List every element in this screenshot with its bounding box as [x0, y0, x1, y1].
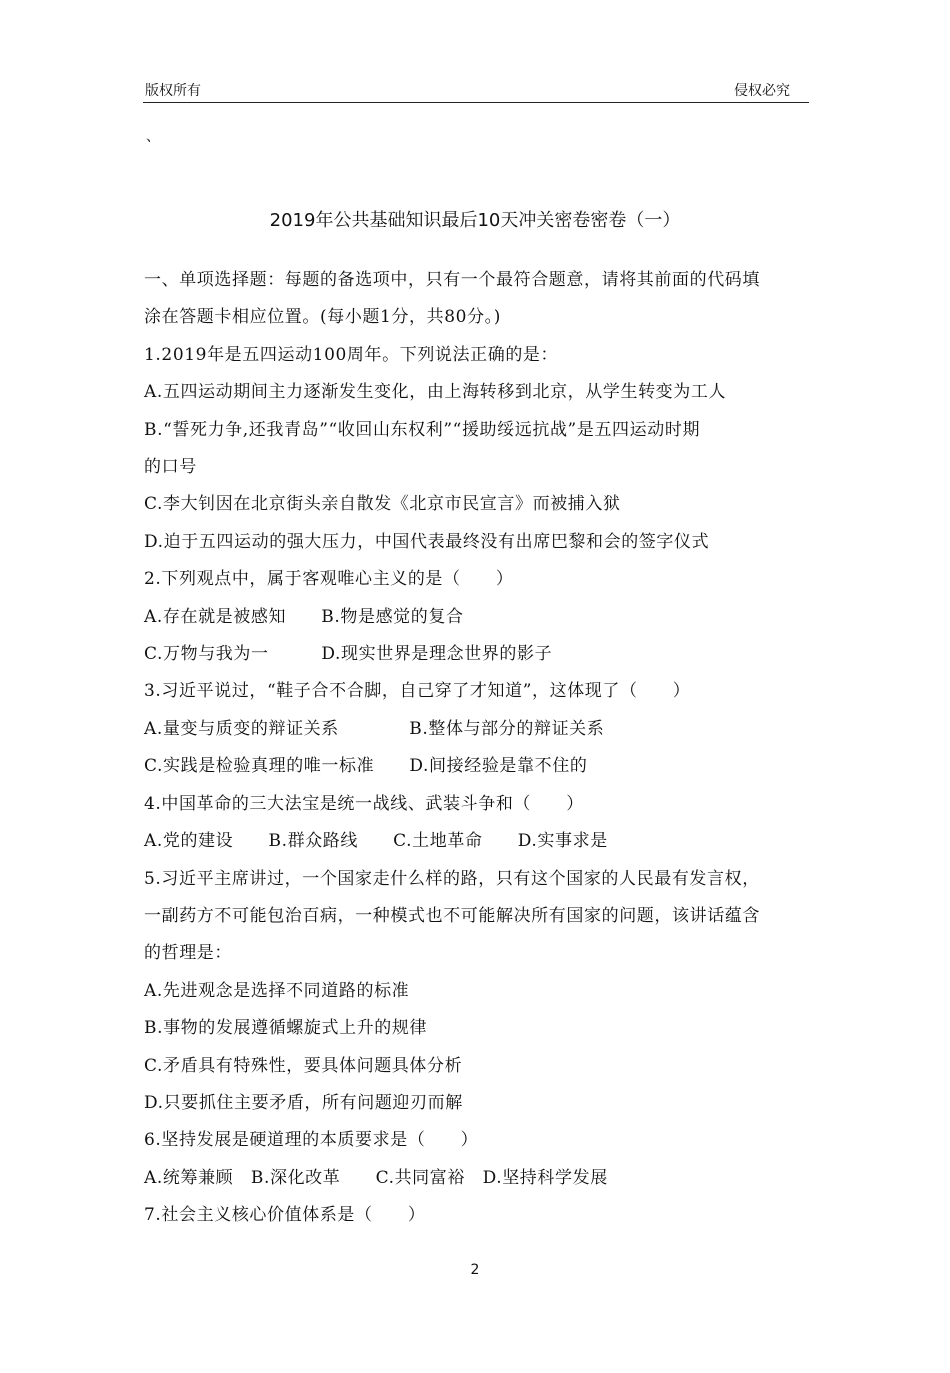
option-line: A.五四运动期间主力逐渐发生变化，由上海转移到北京，从学生转变为工人 — [144, 382, 727, 403]
question-line: 7.社会主义核心价值体系是（ ） — [144, 1205, 426, 1226]
option-line: A.量变与质变的辩证关系 B.整体与部分的辩证关系 — [144, 718, 605, 739]
document-body — [144, 262, 814, 1235]
question-line: 4.中国革命的三大法宝是统一战线、武装斗争和（ ） — [144, 793, 584, 814]
option-line: D.迫于五四运动的强大压力，中国代表最终没有出席巴黎和会的签字仪式 — [144, 531, 710, 552]
option-line: A.存在就是被感知 B.物是感觉的复合 — [144, 606, 464, 627]
question-line: 一副药方不可能包治百病，一种模式也不可能解决所有国家的问题，该讲话蕴含 — [144, 905, 760, 926]
option-line: C.李大钊因在北京街头亲自散发《北京市民宣言》而被捕入狱 — [144, 494, 621, 515]
option-line: C.实践是检验真理的唯一标准 D.间接经验是靠不住的 — [144, 756, 588, 777]
option-line: C.万物与我为一 D.现实世界是理念世界的影子 — [144, 644, 553, 665]
page-number: 2 — [470, 1262, 480, 1278]
option-line: B.“誓死力争,还我青岛”“收回山东权利”“援助绥远抗战”是五四运动时期 — [144, 419, 701, 440]
header-divider — [143, 102, 809, 103]
option-line: A.先进观念是选择不同道路的标准 — [144, 980, 410, 1001]
stray-mark: 、 — [146, 129, 160, 145]
option-line: 的口号 — [144, 457, 197, 478]
question-line: 6.坚持发展是硬道理的本质要求是（ ） — [144, 1130, 479, 1151]
option-line: B.事物的发展遵循螺旋式上升的规律 — [144, 1018, 428, 1039]
option-line: D.只要抓住主要矛盾，所有问题迎刃而解 — [144, 1092, 463, 1113]
text-line: 涂在答题卡相应位置。(每小题1分，共80分。) — [144, 307, 502, 328]
option-line: A.统筹兼顾 B.深化改革 C.共同富裕 D.坚持科学发展 — [144, 1167, 608, 1188]
question-line: 3.习近平说过，“鞋子合不合脚，自己穿了才知道”，这体现了（ ） — [144, 681, 691, 702]
option-line: A.党的建设 B.群众路线 C.土地革命 D.实事求是 — [144, 831, 608, 852]
option-line: C.矛盾具有特殊性，要具体问题具体分析 — [144, 1055, 463, 1076]
question-line: 2.下列观点中，属于客观唯心主义的是（ ） — [144, 569, 514, 590]
question-line: 1.2019年是五四运动100周年。下列说法正确的是： — [144, 344, 559, 365]
header-right-text: 侵权必究 — [734, 83, 790, 99]
question-line: 的哲理是： — [144, 943, 232, 964]
header-left-text: 版权所有 — [145, 83, 201, 99]
page-title: 2019年公共基础知识最后10天冲关密卷密卷（一） — [269, 210, 681, 231]
text-line: 一、单项选择题：每题的备选项中，只有一个最符合题意，请将其前面的代码填 — [144, 270, 760, 290]
question-line: 5.习近平主席讲过，一个国家走什么样的路，只有这个国家的人民最有发言权， — [144, 868, 760, 889]
